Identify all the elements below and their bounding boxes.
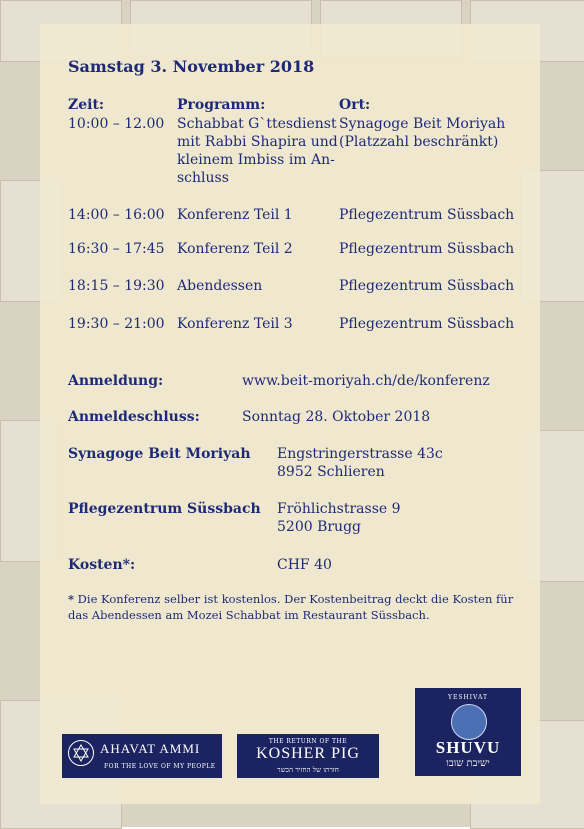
- schedule-program-line: Schabbat G`ttesdienst: [177, 116, 337, 132]
- schedule-time: 10:00 – 12.00: [68, 116, 165, 132]
- kosher-pig-logo: [237, 734, 379, 778]
- cost-label: Kosten*:: [68, 557, 136, 573]
- schedule-program-line: Konferenz Teil 3: [177, 316, 293, 332]
- schedule-time: 19:30 – 21:00: [68, 316, 165, 332]
- page-title: Samstag 3. November 2018: [68, 57, 315, 76]
- schedule-place-line: Pflegezentrum Süssbach: [339, 278, 515, 294]
- deadline-value: Sonntag 28. Oktober 2018: [242, 409, 431, 425]
- schedule-time: 16:30 – 17:45: [68, 241, 165, 257]
- schedule-time: 18:15 – 19:30: [68, 278, 165, 294]
- logo-name: AHAVAT AMMI: [100, 741, 201, 756]
- schedule-program-line: kleinem Imbiss im An-: [177, 152, 335, 168]
- schedule-program-line: Konferenz Teil 2: [177, 241, 293, 257]
- venue-street: Engstringerstrasse 43c: [277, 446, 443, 462]
- schedule-place-line: Synagoge Beit Moriyah: [339, 116, 506, 132]
- column-header-place: Ort:: [339, 97, 371, 113]
- footnote: [68, 592, 518, 623]
- logo-top: THE RETURN OF THE: [268, 738, 348, 745]
- schedule-place-line: Pflegezentrum Süssbach: [339, 207, 515, 223]
- logo-name: KOSHER PIG: [256, 745, 360, 762]
- schedule-place-line: Pflegezentrum Süssbach: [339, 316, 515, 332]
- venue-city: 8952 Schlieren: [277, 464, 385, 480]
- logo-name: SHUVU: [435, 738, 501, 757]
- footnote-marker: *: [68, 592, 75, 606]
- logo-top: YESHIVAT: [448, 694, 488, 701]
- ahavat-ammi-logo: [62, 734, 222, 778]
- column-header-time: Zeit:: [68, 97, 105, 113]
- deadline-label: Anmeldeschluss:: [68, 409, 200, 425]
- globe-icon: [451, 704, 487, 740]
- cost-value: CHF 40: [277, 557, 332, 573]
- schedule-place-line: (Platzzahl beschränkt): [339, 134, 499, 150]
- venue-name: Pflegezentrum Süssbach: [68, 501, 261, 517]
- schedule-program-line: Konferenz Teil 1: [177, 207, 293, 223]
- schedule-place-line: Pflegezentrum Süssbach: [339, 241, 515, 257]
- logo-tagline: FOR THE LOVE OF MY PEOPLE: [104, 763, 216, 770]
- logo-hebrew: ישיבת שובו: [446, 758, 490, 769]
- column-header-program: Programm:: [177, 97, 266, 113]
- schedule-time: 14:00 – 16:00: [68, 207, 165, 223]
- shuvu-logo: [415, 688, 521, 776]
- registration-label: Anmeldung:: [68, 373, 164, 389]
- schedule-program-line: Abendessen: [177, 278, 263, 294]
- registration-link[interactable]: www.beit-moriyah.ch/de/konferenz: [242, 373, 490, 389]
- footnote-text: Die Konferenz selber ist kostenlos. Der Kostenbeitrag deckt die Kosten für das Abendessen am Mozei Schabbat im Restaurant Süssbach.: [68, 592, 514, 622]
- venue-city: 5200 Brugg: [277, 519, 361, 535]
- star-of-david-icon: [68, 740, 94, 766]
- schedule-program-line: schluss: [177, 170, 229, 186]
- venue-name: Synagoge Beit Moriyah: [68, 446, 251, 462]
- logo-hebrew: חזרתו של החזיר הכשר: [277, 766, 339, 774]
- venue-street: Fröhlichstrasse 9: [277, 501, 401, 517]
- schedule-program-line: mit Rabbi Shapira und: [177, 134, 338, 150]
